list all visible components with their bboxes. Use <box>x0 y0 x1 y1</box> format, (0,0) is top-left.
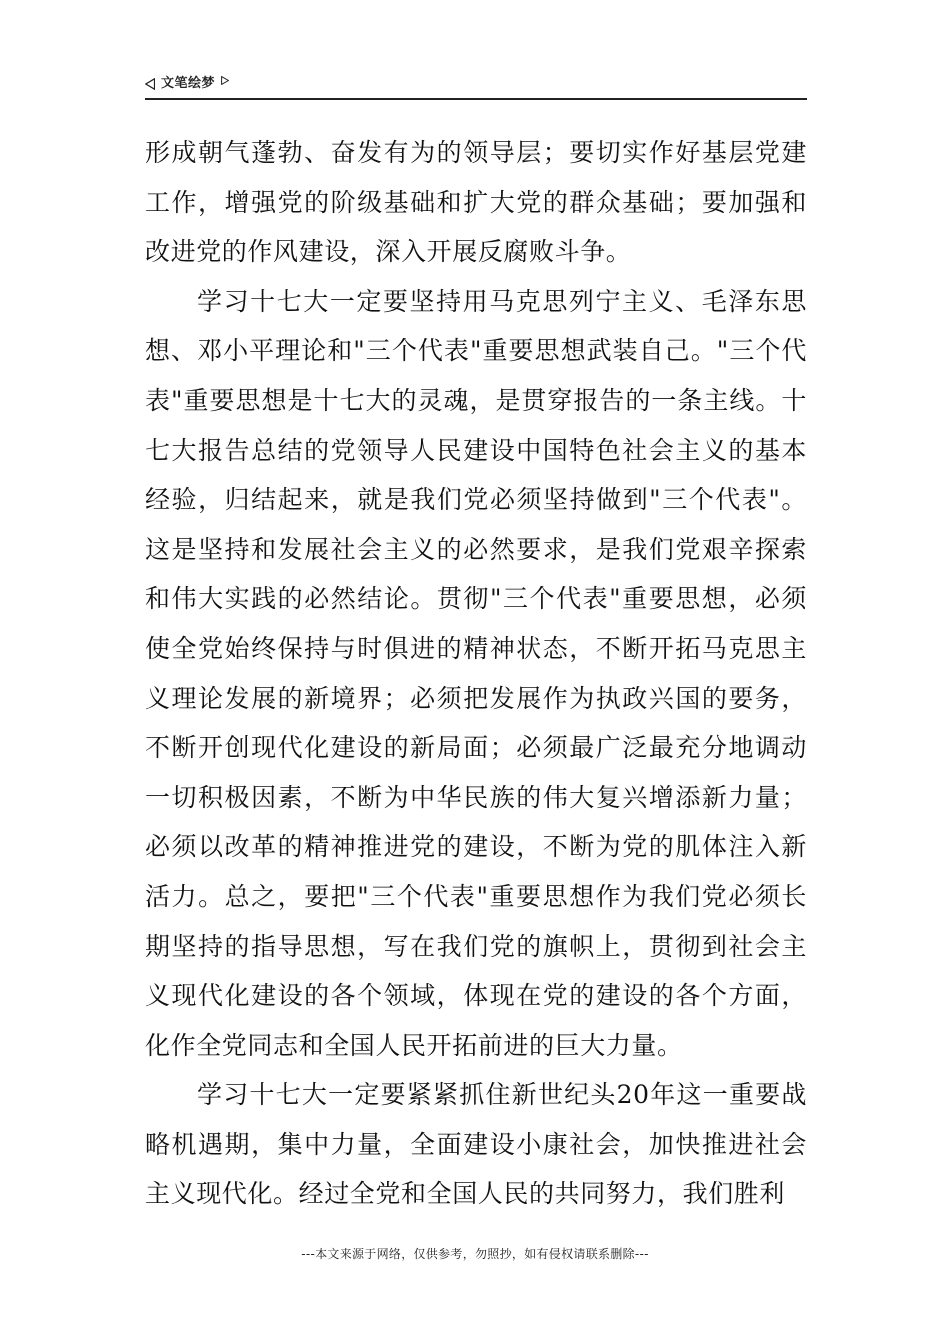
page-header <box>145 74 807 100</box>
triangle-right-icon <box>221 76 229 85</box>
paragraph-3: 学习十七大一定要紧紧抓住新世纪头20年这一重要战略机遇期，集中力量，全面建设小康社会，加快推进社会主义现代化。经过全党和全国人民的共同努力，我们胜利 <box>145 1080 807 1209</box>
header-title: 文笔绘梦 <box>161 76 216 91</box>
paragraph-1: 形成朝气蓬勃、奋发有为的领导层；要切实作好基层党建工作，增强党的阶级基础和扩大党的群众基础；要加强和改进党的作风建设，深入开展反腐败斗争。 <box>145 138 807 267</box>
footer-disclaimer: ---本文来源于网络，仅供参考，勿照抄，如有侵权请联系删除--- <box>301 1247 649 1261</box>
triangle-left-icon <box>145 78 155 90</box>
paragraph-2: 学习十七大一定要坚持用马克思列宁主义、毛泽东思想、邓小平理论和"三个代表"重要思想武装自己。"三个代表"重要思想是十七大的灵魂，是贯穿报告的一条主线。十七大报告总结的党领导人民建设中国特色社会主义的基本经验，归结起来，就是我们党必须坚持做到"三个代表"。这是坚持和发展社会主义的必然要求，是我们党艰辛探索和伟大实践的必然结论。贯彻"三个代表"重要思想，必须使全党始终保持与时俱进的精神状态，不断开拓马克思主义理论发展的新境界；必须把发展作为执政兴国的要务，不断开创现代化建设的新局面；必须最广泛最充分地调动一切积极因素，不断为中华民族的伟大复兴增添新力量；必须以改革的精神推进党的建设，不断为党的肌体注入新活力。总之，要把"三个代表"重要思想作为我们党必须长期坚持的指导思想，写在我们党的旗帜上，贯彻到社会主义现代化建设的各个领域，体现在党的建设的各个方面，化作全党同志和全国人民开拓前进的巨大力量。 <box>145 286 807 1060</box>
document-body <box>145 128 807 1219</box>
